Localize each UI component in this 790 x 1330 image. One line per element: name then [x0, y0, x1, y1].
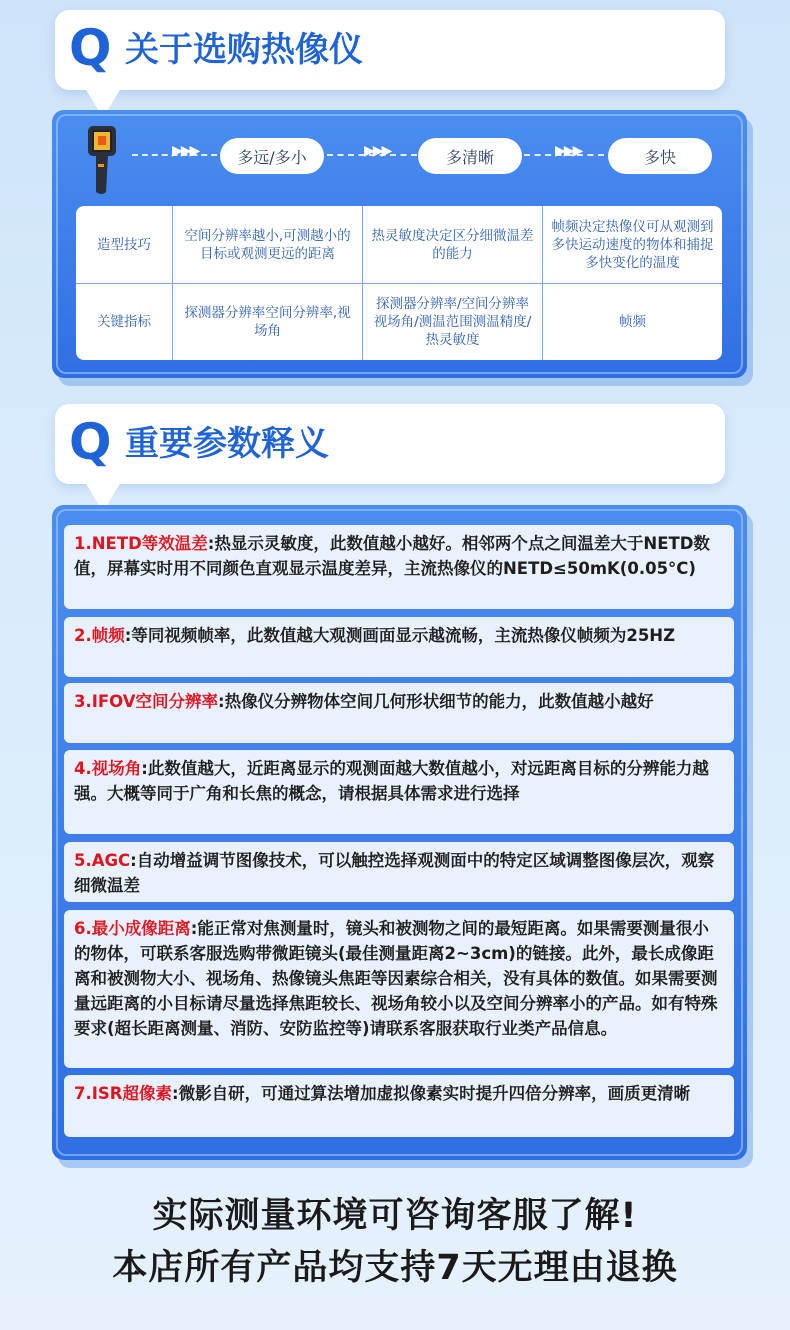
arrow-icon: ▶▶▶	[555, 143, 582, 159]
section2-title: 重要参数释义	[125, 424, 329, 464]
section2-header-card	[55, 404, 725, 484]
pill-speed: 多快	[608, 138, 712, 174]
param-text: :能正常对焦测量时，镜头和被测物之间的最短距离。如果需要测量很小的物体，可联系客服选购带微距镜头(最佳测量距离2~3cm)的链接。此外，最长成像距离和被测物大小、视场角、热像镜头焦距等因素综合相关，没有具体的数值。如果需要测量远距离的小目标请尽量选择焦距较长、视场角较小以及空间分辨率小的产品。如有特殊要求(超长距离测量、消防、安防监控等)请联系客服获取行业类产品信息。	[74, 919, 718, 1038]
arrow-icon: ▶▶▶	[172, 143, 199, 159]
param-title: 7.ISR超像素	[74, 1084, 172, 1103]
param-title: 4.视场角	[74, 759, 142, 778]
param-item	[64, 750, 734, 834]
row-label: 造型技巧	[76, 206, 173, 283]
table-cell: 热灵敏度决定区分细微温差的能力	[363, 206, 543, 283]
pill-clarity: 多清晰	[418, 138, 522, 174]
table-cell: 空间分辨率越小,可测越小的目标或观测更远的距离	[173, 206, 363, 283]
arrow-icon: ▶▶▶	[364, 143, 391, 159]
param-item	[64, 617, 734, 677]
row-label: 关键指标	[76, 284, 173, 360]
comparison-table	[76, 206, 722, 360]
param-title: 5.AGC	[74, 851, 131, 870]
footer-line-1: 实际测量环境可咨询客服了解!	[152, 1196, 638, 1236]
section1-title: 关于选购热像仪	[125, 30, 363, 70]
param-title: 2.帧频	[74, 626, 125, 645]
table-row	[76, 284, 722, 360]
parameters-panel	[52, 505, 747, 1160]
param-item	[64, 910, 734, 1068]
param-text: :微影自研，可通过算法增加虚拟像素实时提升四倍分辨率，画质更清晰	[171, 1084, 691, 1103]
param-text: :热显示灵敏度，此数值越小越好。相邻两个点之间温差大于NETD数值，屏幕实时用不同颜色直观显示温度差异，主流热像仪的NETD≤50mK(0.05°C)	[74, 534, 710, 578]
param-item	[64, 683, 734, 743]
thermal-camera-icon	[82, 124, 122, 196]
section1-header-card	[55, 10, 725, 90]
table-cell: 探测器分辨率空间分辨率,视场角	[173, 284, 363, 360]
table-cell: 帧频	[619, 314, 646, 330]
table-cell: 探测器分辨率/空间分辨率视场角/测温范围测温精度/热灵敏度	[363, 284, 543, 360]
param-title: 1.NETD等效温差	[74, 534, 208, 553]
selection-panel	[52, 110, 747, 378]
param-item	[64, 842, 734, 902]
pill-distance: 多远/多小	[220, 138, 324, 174]
q-icon: Q	[69, 413, 112, 471]
param-text: :等同视频帧率，此数值越大观测画面显示越流畅，主流热像仪帧频为25HZ	[124, 626, 676, 645]
q-icon: Q	[69, 19, 112, 77]
param-text: :此数值越大，近距离显示的观测面越大数值越小，对远距离目标的分辨能力越强。大概等同于广角和长焦的概念，请根据具体需求进行选择	[74, 759, 709, 803]
table-cell: 帧频决定热像仪可从观测到多快运动速度的物体和捕捉多快变化的温度	[551, 218, 714, 271]
footer-line-2: 本店所有产品均支持7天无理由退换	[112, 1248, 678, 1288]
param-item	[64, 525, 734, 609]
param-title: 6.最小成像距离	[74, 919, 191, 938]
param-item	[64, 1075, 734, 1137]
param-title: 3.IFOV空间分辨率	[74, 692, 219, 711]
param-text: :热像仪分辨物体空间几何形状细节的能力，此数值越小越好	[218, 692, 654, 711]
table-row	[76, 206, 722, 283]
param-text: :自动增益调节图像技术，可以触控选择观测面中的特定区域调整图像层次，观察细微温差	[74, 851, 715, 895]
